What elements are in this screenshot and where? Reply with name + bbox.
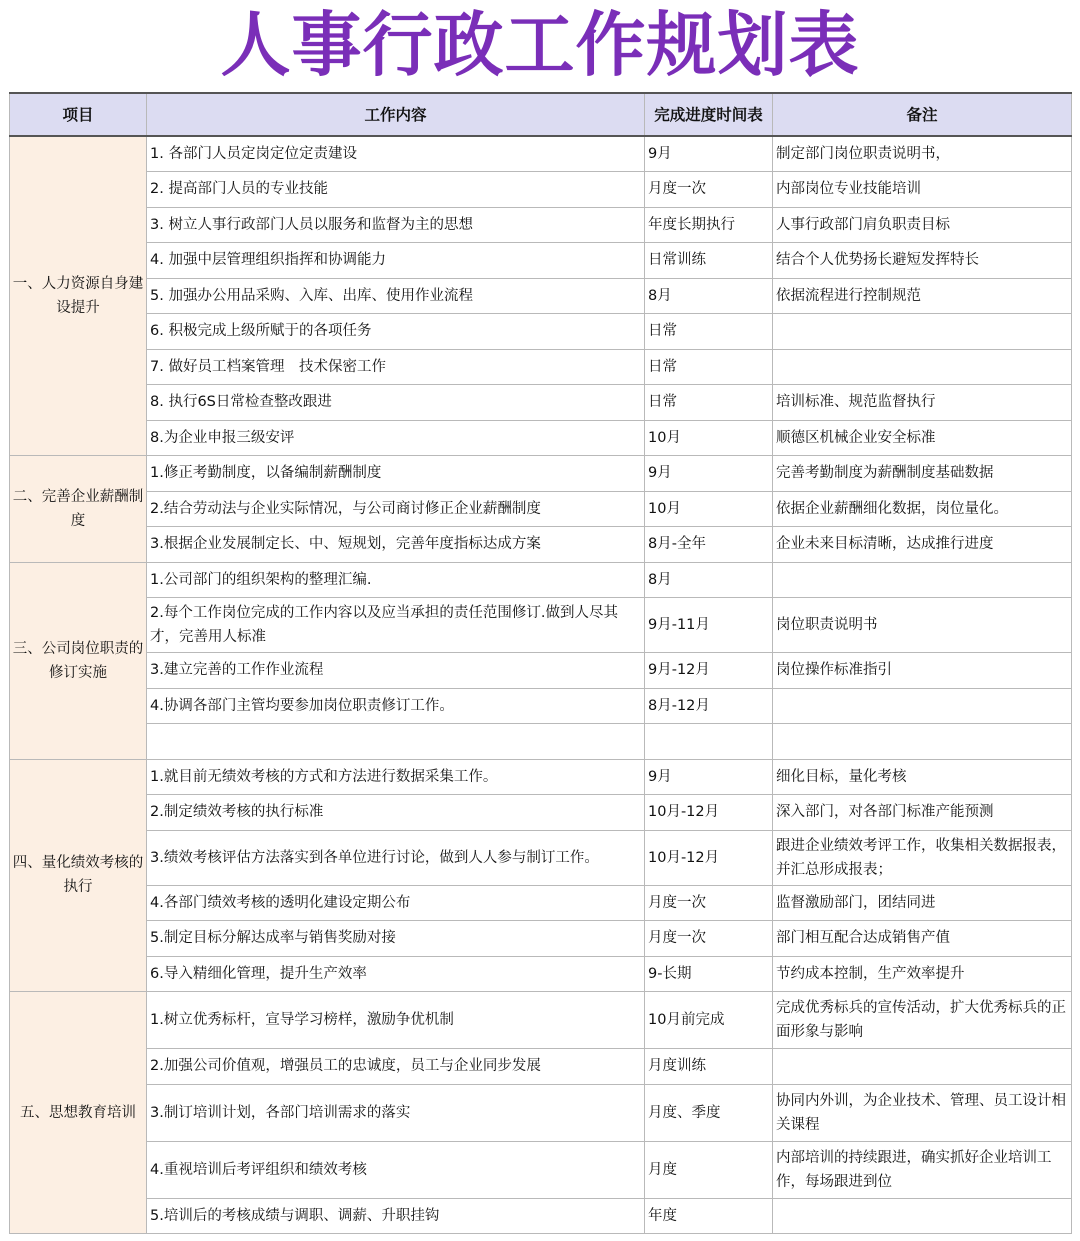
schedule-cell: 月度: [645, 1141, 773, 1198]
content-cell: 5.制定目标分解达成率与销售奖励对接: [147, 921, 645, 957]
table-row: [10, 795, 1072, 831]
category-cell: 五、思想教育培训: [10, 992, 147, 1234]
content-cell: 1. 各部门人员定岗定位定责建设: [147, 136, 645, 172]
table-row: [10, 314, 1072, 350]
note-cell: [773, 562, 1072, 598]
schedule-cell: 8月-全年: [645, 527, 773, 563]
note-cell: [773, 349, 1072, 385]
note-cell: 跟进企业绩效考评工作，收集相关数据报表，并汇总形成报表；: [773, 830, 1072, 885]
schedule-cell: 月度一次: [645, 885, 773, 921]
schedule-cell: 9月-12月: [645, 653, 773, 689]
table-row: [10, 1141, 1072, 1198]
note-cell: [773, 724, 1072, 760]
schedule-cell: 8月: [645, 278, 773, 314]
note-cell: 岗位职责说明书: [773, 598, 1072, 653]
schedule-cell: 9-长期: [645, 956, 773, 992]
note-cell: 完成优秀标兵的宣传活动，扩大优秀标兵的正面形象与影响: [773, 992, 1072, 1049]
content-cell: 1.修正考勤制度，以备编制薪酬制度: [147, 456, 645, 492]
note-cell: 监督激励部门，团结同进: [773, 885, 1072, 921]
content-cell: 4.协调各部门主管均要参加岗位职责修订工作。: [147, 688, 645, 724]
category-cell: 三、公司岗位职责的修订实施: [10, 562, 147, 759]
note-cell: 部门相互配合达成销售产值: [773, 921, 1072, 957]
table-row: [10, 956, 1072, 992]
table-row: [10, 491, 1072, 527]
table-row: [10, 1198, 1072, 1234]
schedule-cell: 10月: [645, 420, 773, 456]
note-cell: 企业未来目标清晰，达成推行进度: [773, 527, 1072, 563]
table-row: [10, 562, 1072, 598]
note-cell: 顺德区机械企业安全标准: [773, 420, 1072, 456]
content-cell: 6.导入精细化管理，提升生产效率: [147, 956, 645, 992]
content-cell: 1.公司部门的组织架构的整理汇编.: [147, 562, 645, 598]
schedule-cell: 10月前完成: [645, 992, 773, 1049]
note-cell: 培训标准、规范监督执行: [773, 385, 1072, 421]
note-cell: 深入部门，对各部门标准产能预测: [773, 795, 1072, 831]
schedule-cell: 8月: [645, 562, 773, 598]
header-note: 备注: [773, 93, 1072, 136]
table-row: [10, 172, 1072, 208]
content-cell: 1.树立优秀标杆，宣导学习榜样，激励争优机制: [147, 992, 645, 1049]
schedule-cell: 年度: [645, 1198, 773, 1234]
schedule-cell: 日常: [645, 314, 773, 350]
table-row: [10, 456, 1072, 492]
schedule-cell: 月度训练: [645, 1049, 773, 1085]
schedule-cell: 日常: [645, 349, 773, 385]
note-cell: 依据企业薪酬细化数据，岗位量化。: [773, 491, 1072, 527]
table-row: [10, 349, 1072, 385]
content-cell: 7. 做好员工档案管理 技术保密工作: [147, 349, 645, 385]
content-cell: 3.绩效考核评估方法落实到各单位进行讨论，做到人人参与制订工作。: [147, 830, 645, 885]
content-cell: 4.重视培训后考评组织和绩效考核: [147, 1141, 645, 1198]
table-row: [10, 759, 1072, 795]
table-row: [10, 921, 1072, 957]
table-row: [10, 420, 1072, 456]
note-cell: 依据流程进行控制规范: [773, 278, 1072, 314]
header-content: 工作内容: [147, 93, 645, 136]
content-cell: 4.各部门绩效考核的透明化建设定期公布: [147, 885, 645, 921]
content-cell: 8.为企业申报三级安评: [147, 420, 645, 456]
table-row: [10, 688, 1072, 724]
content-cell: 2.加强公司价值观，增强员工的忠诚度，员工与企业同步发展: [147, 1049, 645, 1085]
note-cell: [773, 688, 1072, 724]
note-cell: [773, 1049, 1072, 1085]
category-cell: 二、完善企业薪酬制度: [10, 456, 147, 563]
category-cell: 四、量化绩效考核的执行: [10, 759, 147, 992]
schedule-cell: 8月-12月: [645, 688, 773, 724]
table-row: [10, 724, 1072, 760]
schedule-cell: 10月-12月: [645, 830, 773, 885]
table-row: [10, 653, 1072, 689]
table-header-row: [10, 93, 1072, 136]
note-cell: [773, 314, 1072, 350]
content-cell: 5.培训后的考核成绩与调职、调薪、升职挂钩: [147, 1198, 645, 1234]
schedule-cell: 10月-12月: [645, 795, 773, 831]
schedule-cell: 9月: [645, 759, 773, 795]
schedule-cell: 9月: [645, 456, 773, 492]
table-row: [10, 830, 1072, 885]
content-cell: 3.建立完善的工作作业流程: [147, 653, 645, 689]
content-cell: 8. 执行6S日常检查整改跟进: [147, 385, 645, 421]
page-title: 人事行政工作规划表: [220, 4, 860, 86]
table-row: [10, 1049, 1072, 1085]
content-cell: 5. 加强办公用品采购、入库、出库、使用作业流程: [147, 278, 645, 314]
content-cell: 2.结合劳动法与企业实际情况，与公司商讨修正企业薪酬制度: [147, 491, 645, 527]
table-row: [10, 136, 1072, 172]
work-plan-table: [9, 92, 1072, 1234]
schedule-cell: [645, 724, 773, 760]
note-cell: 制定部门岗位职责说明书，: [773, 136, 1072, 172]
table-row: [10, 243, 1072, 279]
content-cell: 3.根据企业发展制定长、中、短规划，完善年度指标达成方案: [147, 527, 645, 563]
table-row: [10, 992, 1072, 1049]
schedule-cell: 月度一次: [645, 172, 773, 208]
note-cell: [773, 1198, 1072, 1234]
category-cell: 一、人力资源自身建设提升: [10, 136, 147, 456]
content-cell: 6. 积极完成上级所赋于的各项任务: [147, 314, 645, 350]
content-cell: [147, 724, 645, 760]
note-cell: 协同内外训，为企业技术、管理、员工设计相关课程: [773, 1084, 1072, 1141]
note-cell: 内部岗位专业技能培训: [773, 172, 1072, 208]
note-cell: 人事行政部门肩负职责目标: [773, 207, 1072, 243]
content-cell: 3. 树立人事行政部门人员以服务和监督为主的思想: [147, 207, 645, 243]
note-cell: 岗位操作标准指引: [773, 653, 1072, 689]
content-cell: 3.制订培训计划，各部门培训需求的落实: [147, 1084, 645, 1141]
table-row: [10, 885, 1072, 921]
schedule-cell: 9月: [645, 136, 773, 172]
schedule-cell: 月度、季度: [645, 1084, 773, 1141]
table-row: [10, 598, 1072, 653]
content-cell: 2.每个工作岗位完成的工作内容以及应当承担的责任范围修订.做到人尽其才，完善用人标准: [147, 598, 645, 653]
content-cell: 2. 提高部门人员的专业技能: [147, 172, 645, 208]
content-cell: 4. 加强中层管理组织指挥和协调能力: [147, 243, 645, 279]
note-cell: 细化目标，量化考核: [773, 759, 1072, 795]
schedule-cell: 年度长期执行: [645, 207, 773, 243]
table-row: [10, 385, 1072, 421]
note-cell: 完善考勤制度为薪酬制度基础数据: [773, 456, 1072, 492]
schedule-cell: 月度一次: [645, 921, 773, 957]
table-row: [10, 527, 1072, 563]
schedule-cell: 10月: [645, 491, 773, 527]
schedule-cell: 9月-11月: [645, 598, 773, 653]
content-cell: 1.就目前无绩效考核的方式和方法进行数据采集工作。: [147, 759, 645, 795]
note-cell: 内部培训的持续跟进，确实抓好企业培训工作，每场跟进到位: [773, 1141, 1072, 1198]
header-project: 项目: [10, 93, 147, 136]
content-cell: 2.制定绩效考核的执行标准: [147, 795, 645, 831]
header-schedule: 完成进度时间表: [645, 93, 773, 136]
note-cell: 结合个人优势扬长避短发挥特长: [773, 243, 1072, 279]
note-cell: 节约成本控制，生产效率提升: [773, 956, 1072, 992]
schedule-cell: 日常训练: [645, 243, 773, 279]
table-row: [10, 1084, 1072, 1141]
table-row: [10, 278, 1072, 314]
schedule-cell: 日常: [645, 385, 773, 421]
table-row: [10, 207, 1072, 243]
